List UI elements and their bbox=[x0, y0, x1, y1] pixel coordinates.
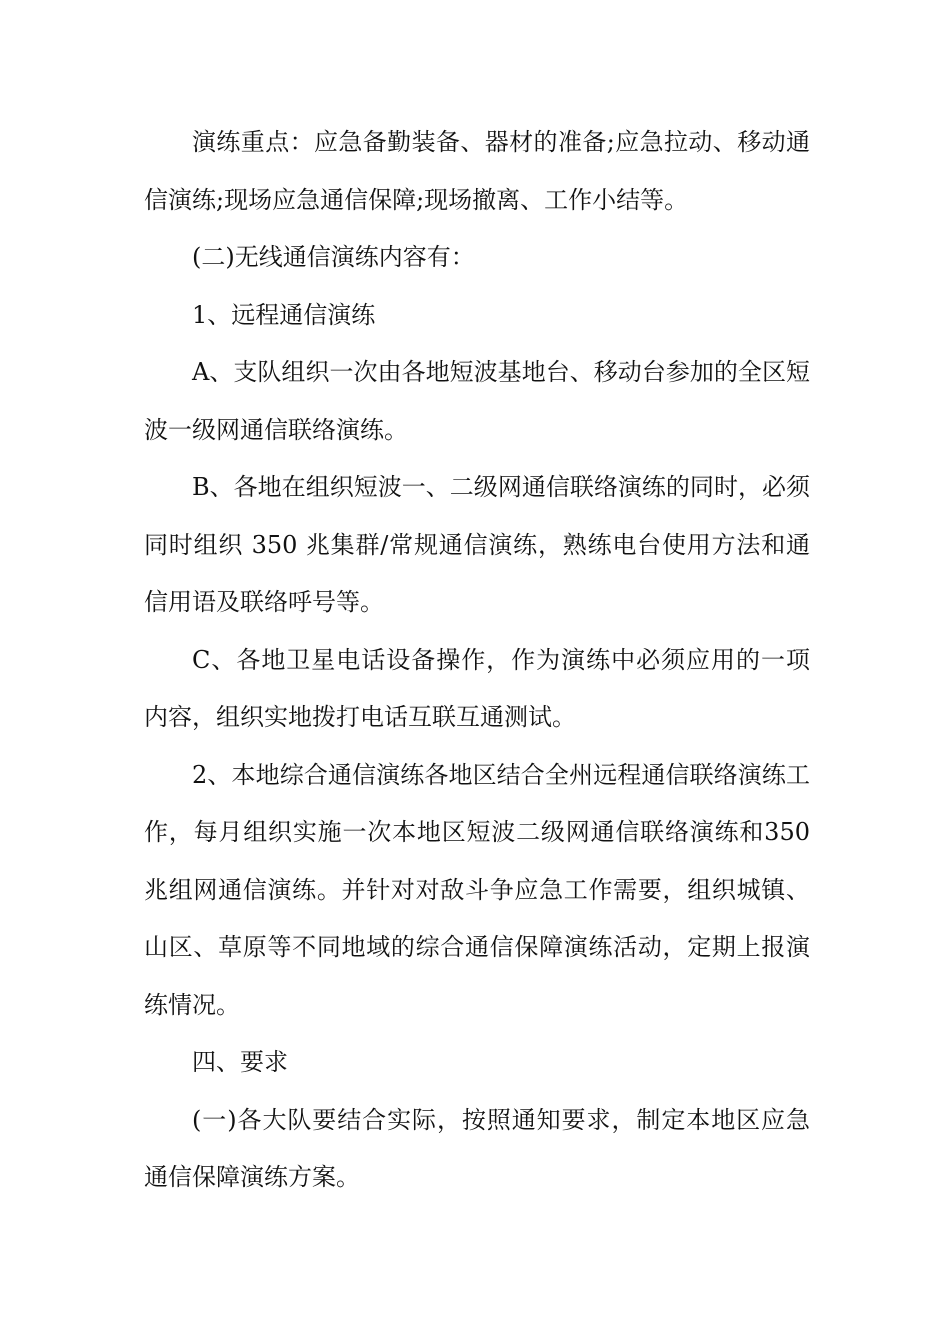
paragraph-drill-focus: 演练重点：应急备勤装备、器材的准备;应急拉动、移动通信演练;现场应急通信保障;现场撤离、工作小结等。 bbox=[144, 128, 810, 214]
paragraph-requirement-one: (一)各大队要结合实际，按照通知要求，制定本地区应急通信保障演练方案。 bbox=[144, 1105, 810, 1191]
paragraph-item-a: A、支队组织一次由各地短波基地台、移动台参加的全区短波一级网通信联络演练。 bbox=[144, 358, 810, 444]
paragraph-wireless-heading: (二)无线通信演练内容有： bbox=[192, 243, 475, 271]
paragraph-remote-heading: 1、远程通信演练 bbox=[192, 300, 376, 329]
document-body bbox=[144, 114, 810, 1207]
paragraph-local-drill: 2、本地综合通信演练各地区结合全州远程通信联络演练工作，每月组织实施一次本地区短波二级网通信联络演练和350兆组网通信演练。并针对对敌斗争应急工作需要，组织城镇、山区、草原等不同地域的综合通信保障演练活动，定期上报演练情况。 bbox=[144, 760, 810, 1019]
paragraph-item-b: B、各地在组织短波一、二级网通信联络演练的同时，必须同时组织 350 兆集群/常规通信演练，熟练电台使用方法和通信用语及联络呼号等。 bbox=[144, 473, 810, 616]
paragraph-item-c: C、各地卫星电话设备操作，作为演练中必须应用的一项内容，组织实地拨打电话互联互通测试。 bbox=[144, 645, 810, 731]
paragraph-requirements-heading: 四、要求 bbox=[192, 1048, 288, 1076]
